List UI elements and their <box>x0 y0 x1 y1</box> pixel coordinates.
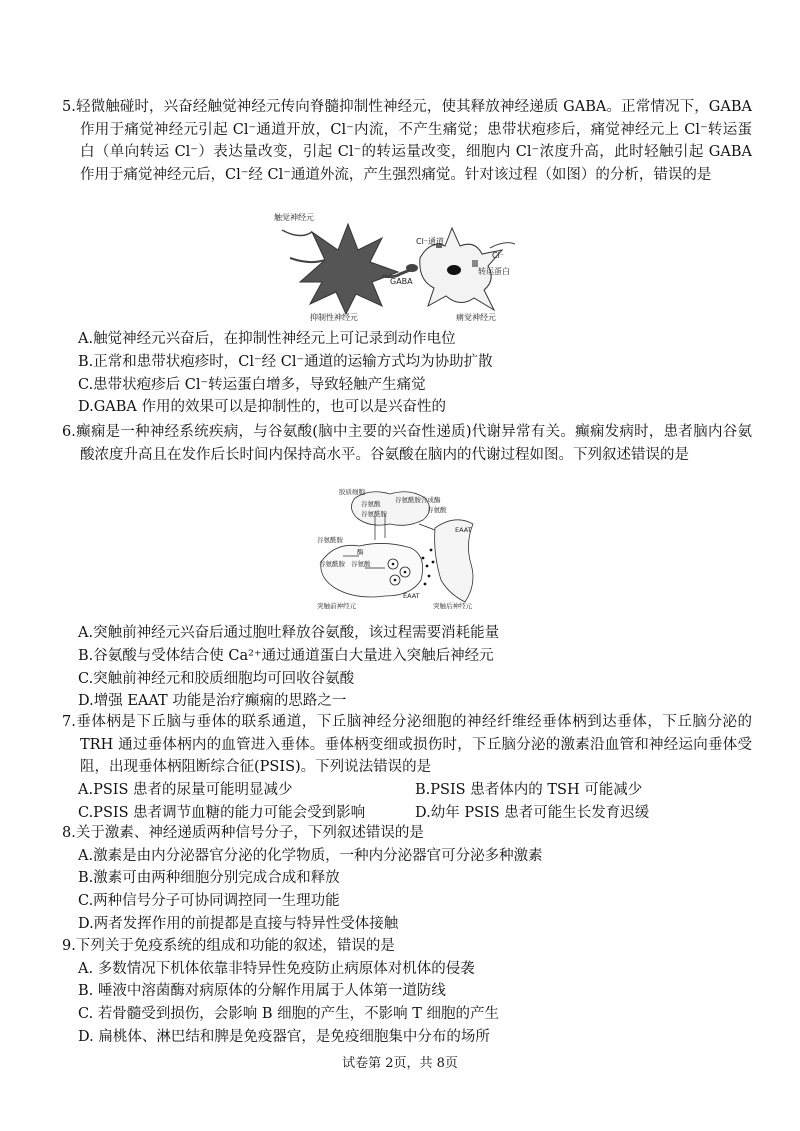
q8-option-d: D.两者发挥作用的前提都是直接与特异性受体接触 <box>78 915 399 932</box>
q5-option-a: A.触觉神经元兴奋后，在抑制性神经元上可记录到动作电位 <box>78 331 456 347</box>
question-5 <box>62 96 752 186</box>
q6-option-d: D.增强 EAAT 功能是治疗癫痫的思路之一 <box>78 693 347 710</box>
q9-option-d: D. 扁桃体、淋巴结和脾是免疫器官，是免疫细胞集中分布的场所 <box>78 1028 490 1045</box>
q5-option-b: B.正常和患带状疱疹时，Cl⁻经 Cl⁻通道的运输方式均为协助扩散 <box>78 353 493 370</box>
question-5-stem: 5.轻微触碰时，兴奋经触觉神经元传向脊髓抑制性神经元，使其释放神经递质 GABA。正常情况下，GABA 作用于痛觉神经元引起 Cl⁻通道开放，Cl⁻内流，不产生痛觉；患带状疱疹后，痛觉神经元上 Cl⁻转运蛋白（单向转运 Cl⁻）表达量改变，引起 Cl⁻的转运量改变，细胞内 Cl⁻浓度升高，此时轻触引起 GABA 作用于痛觉神经元后，Cl⁻经 Cl⁻通道外流，产生强烈痛觉。针对该过程（如图）的分析，错误的是 <box>62 99 752 183</box>
label-glia: 胶质细胞 <box>339 488 365 496</box>
inhibitory-neuron-shape <box>282 224 418 314</box>
label-inhibitory-neuron: 抑制性神经元 <box>310 313 358 322</box>
q8-option-a: A.激素是由内分泌器官分泌的化学物质，一种内分泌器官可分泌多种激素 <box>78 847 543 864</box>
q6-synapse-figure <box>315 484 495 610</box>
q7-options-row-1 <box>62 779 752 802</box>
label-cl-channel: Cl⁻通道 <box>416 237 445 246</box>
q7-option-d: D.幼年 PSIS 患者可能生长发育迟缓 <box>415 804 650 821</box>
q6-option-c: C.突触前神经元和胶质细胞均可回收谷氨酸 <box>78 670 355 687</box>
label-presynaptic-neuron: 突触前神经元 <box>317 602 356 610</box>
question-7-stem: 7.垂体柄是下丘脑与垂体的联系通道，下丘脑神经分泌细胞的神经纤维经垂体柄到达垂体，下丘脑分泌的 TRH 通过垂体柄内的血管进入垂体。垂体柄变细或损伤时，下丘脑分泌的激素沿血管和神经运向垂体受阻，出现垂体柄阻断综合征(PSIS)。下列说法错误的是 <box>62 714 752 776</box>
q7-option-b: B.PSIS 患者体内的 TSH 可能减少 <box>415 781 643 798</box>
label-cl-ion: Cl⁻ <box>492 251 505 260</box>
q5-neuron-figure <box>270 210 520 322</box>
presynaptic-neuron-shape <box>321 543 423 597</box>
label-glutamine-left: 谷氨酰胺 <box>317 536 343 544</box>
question-8-stem: 8.关于激素、神经递质两种信号分子，下列叙述错误的是 <box>62 825 424 841</box>
label-pain-neuron: 痛觉神经元 <box>456 313 496 322</box>
label-glu-right: 谷氨酸 <box>427 506 447 514</box>
page-footer: 试卷第 2页，共 8页 <box>342 1056 458 1071</box>
question-8 <box>62 822 752 936</box>
q7-option-c: C.PSIS 患者调节血糖的能力可能会受到影响 <box>78 804 366 821</box>
q7-option-a: A.PSIS 患者的尿量可能明显减少 <box>78 781 293 798</box>
label-glu-top: 谷氨酸 <box>361 500 381 508</box>
q9-option-a: A. 多数情况下机体依靠非特异性免疫防止病原体对机体的侵袭 <box>78 960 475 977</box>
q5-option-d: D.GABA 作用的效果可以是抑制性的，也可以是兴奋性的 <box>78 399 447 416</box>
question-5-options <box>62 328 752 419</box>
q7-options-row-2 <box>62 802 752 825</box>
question-9 <box>62 935 752 1049</box>
label-gaba: GABA <box>390 277 413 286</box>
label-glutamine-synthetase: 谷氨酰胺合成酶 <box>395 496 441 504</box>
q6-option-a: A.突触前神经元兴奋后通过胞吐释放谷氨酸，该过程需要消耗能量 <box>78 625 500 641</box>
label-glu-inner: 谷氨酸 <box>351 560 371 568</box>
q9-option-b: B. 唾液中溶菌酶对病原体的分解作用属于人体第一道防线 <box>78 983 446 1000</box>
question-7 <box>62 711 752 824</box>
label-glutamine-top: 谷氨酰胺 <box>361 510 387 518</box>
question-9-stem: 9.下列关于免疫系统的组成和功能的叙述，错误的是 <box>62 938 395 954</box>
q9-option-c: C. 若骨髓受到损伤，会影响 B 细胞的产生，不影响 T 细胞的产生 <box>78 1006 500 1023</box>
q6-option-b: B.谷氨酸与受体结合使 Ca²⁺通过通道蛋白大量进入突触后神经元 <box>78 647 494 664</box>
q8-option-c: C.两种信号分子可协同调控同一生理功能 <box>78 893 340 910</box>
label-enzyme: 酶 <box>357 548 364 556</box>
question-6-stem: 6.癫痫是一种神经系统疾病，与谷氨酸(脑中主要的兴奋性递质)代谢异常有关。癫痫发病时，患者脑内谷氨酸浓度升高且在发作后长时间内保持高水平。谷氨酸在脑内的代谢过程如图。下列叙述错误的是 <box>62 424 752 463</box>
label-glutamine-inner: 谷氨酰胺 <box>319 560 345 568</box>
label-eaat-bottom: EAAT <box>403 592 420 600</box>
question-6-options <box>62 622 752 713</box>
label-transporter: 转运蛋白 <box>478 267 510 276</box>
q8-option-b: B.激素可由两种细胞分别完成合成和释放 <box>78 870 340 887</box>
question-6 <box>62 421 752 466</box>
label-touch-neuron: 触觉神经元 <box>274 213 314 222</box>
label-postsynaptic-neuron: 突触后神经元 <box>433 602 472 610</box>
q5-option-c: C.患带状疱疹后 Cl⁻转运蛋白增多，导致轻触产生痛觉 <box>78 376 426 393</box>
label-eaat-top: EAAT <box>455 526 472 534</box>
